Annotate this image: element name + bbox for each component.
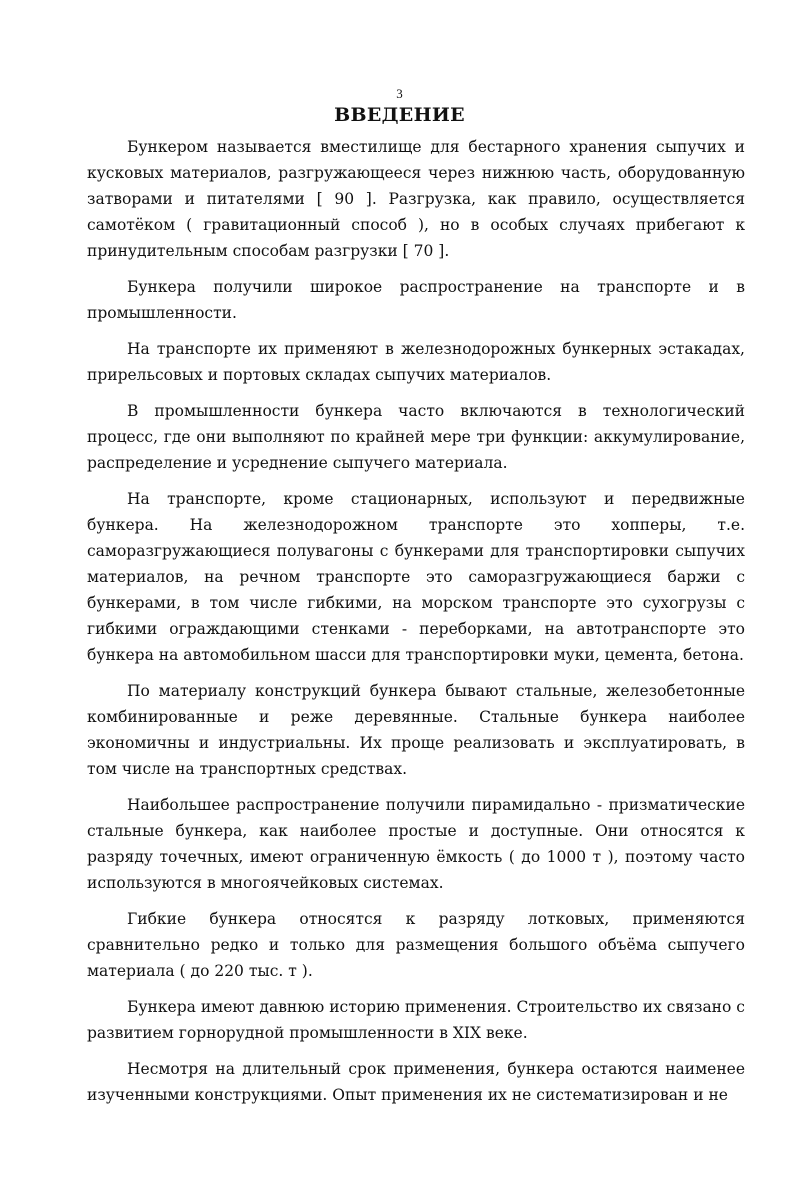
paragraph-4: В промышленности бункера часто включаются в технологический процесс, где они выполняют по крайней мере три функции: аккумулирование, распределение и усреднение сыпучего материала. — [87, 402, 745, 472]
paragraph-8: Гибкие бункера относятся к разряду лотковых, применяются сравнительно редко и только для размещения большого объёма сыпучего материала ( до 220 тыс. т ). — [87, 910, 745, 980]
paragraph-5: На транспорте, кроме стационарных, используют и передвижные бункера. На железнодорожном транспорте это хопперы, т.е. саморазгружающиеся полувагоны с бункерами для транспортировки сыпучих материалов, на речном транспорте это саморазгружающиеся баржи с бункерами, в том числе гибкими, на морском транспорте это сухогрузы с гибкими ограждающими стенками - переборками, на автотранспорте это бункера на автомобильном шасси для транспортировки муки, цемента, бетона. — [87, 490, 745, 664]
page-title: ВВЕДЕНИЕ — [334, 104, 465, 126]
paragraph-1: Бункером называется вместилище для бестарного хранения сыпучих и кусковых материалов, разгружающееся через нижнюю часть, оборудованную затворами и питателями [ 90 ]. Разгрузка, как правило, осуществляется самотёком ( гравитационный способ ), но в особых случаях прибегают к принудительным способам разгрузки [ 70 ]. — [87, 138, 745, 260]
page-number: 3 — [396, 86, 403, 101]
paragraph-7: Наибольшее распространение получили пирамидально - призматические стальные бункера, как наиболее простые и доступные. Они относятся к разряду точечных, имеют ограниченную ёмкость ( до 1000 т ), поэтому часто используются в многоячейковых системах. — [87, 796, 745, 892]
paragraph-3: На транспорте их применяют в железнодорожных бункерных эстакадах, прирельсовых и портовых складах сыпучих материалов. — [87, 340, 745, 384]
paragraph-6: По материалу конструкций бункера бывают стальные, железобетонные комбинированные и реже деревянные. Стальные бункера наиболее экономичны и индустриальны. Их проще реализовать и эксплуатировать, в том числе на транспортных средствах. — [87, 682, 745, 778]
paragraph-9: Бункера имеют давнюю историю применения. Строительство их связано с развитием горнорудной промышленности в XIX веке. — [87, 998, 745, 1042]
body-text — [87, 134, 745, 1118]
paragraph-10: Несмотря на длительный срок применения, бункера остаются наименее изученными конструкциями. Опыт применения их не систематизирован и не — [87, 1060, 745, 1104]
paragraph-2: Бункера получили широкое распространение на транспорте и в промышленности. — [87, 278, 745, 322]
